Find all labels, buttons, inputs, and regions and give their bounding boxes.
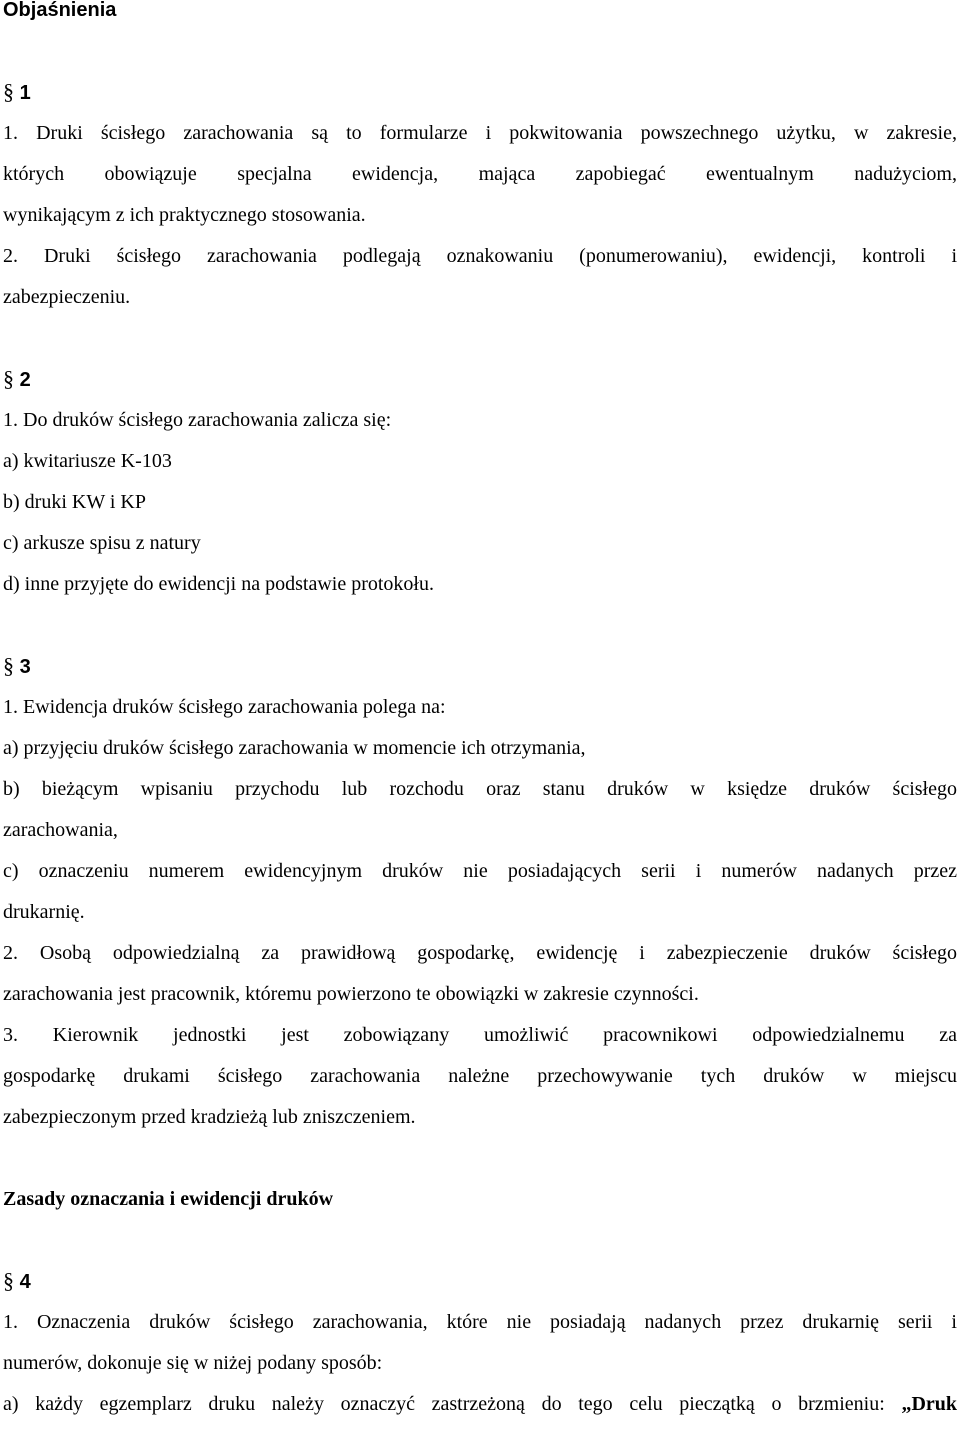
sec3-p2-line2: zarachowania jest pracownik, któremu powierzono te obowiązki w zakresie czynności. xyxy=(3,983,699,1005)
sec1-p1-line3: wynikającym z ich praktycznego stosowania. xyxy=(3,204,366,226)
sec2-item-b: b) druki KW i KP xyxy=(3,491,146,513)
sec2-line1: 1. Do druków ścisłego zarachowania zalicza się: xyxy=(3,409,392,431)
sec1-p2-line1: 2. Druki ścisłego zarachowania podlegają oznakowaniu (ponumerowaniu), ewidencji, kontroli i xyxy=(3,245,957,267)
sec3-p3-line2: gospodarkę drukami ścisłego zarachowania należne przechowywanie tych druków w miejscu xyxy=(3,1065,957,1087)
sec1-p1-line1: 1. Druki ścisłego zarachowania są to formularze i pokwitowania powszechnego użytku, w zakresie, xyxy=(3,122,957,144)
subheading: Zasady oznaczania i ewidencji druków xyxy=(3,1188,334,1210)
section-3-heading xyxy=(3,653,957,697)
sec4-line1: 1. Oznaczenia druków ścisłego zarachowania, które nie posiadają nadanych przez drukarnię serii i xyxy=(3,1311,957,1333)
sec2-item-d: d) inne przyjęte do ewidencji na podstawie protokołu. xyxy=(3,573,434,595)
sec3-item-b-line2: zarachowania, xyxy=(3,819,118,841)
sec2-item-a: a) kwitariusze K-103 xyxy=(3,450,172,472)
sec4-item-a-tail: „Druk xyxy=(901,1393,958,1415)
page-title: Objaśnienia xyxy=(3,0,117,21)
section-4-heading xyxy=(3,1268,957,1312)
sec3-item-c-line2: drukarnię. xyxy=(3,901,85,923)
section-number: 4 xyxy=(19,1271,31,1293)
section-symbol: § xyxy=(3,653,14,678)
section-symbol: § xyxy=(3,1268,14,1293)
section-symbol: § xyxy=(3,366,14,391)
section-number: 1 xyxy=(19,82,31,104)
sec4-item-a xyxy=(3,1394,957,1435)
sec3-item-a: a) przyjęciu druków ścisłego zarachowania w momencie ich otrzymania, xyxy=(3,737,586,759)
section-2-heading xyxy=(3,366,957,410)
sec3-item-b-line1: b) bieżącym wpisaniu przychodu lub rozchodu oraz stanu druków w księdze druków ścisłego xyxy=(3,778,957,800)
sec4-line2: numerów, dokonuje się w niżej podany sposób: xyxy=(3,1352,383,1374)
sec1-p2-line2: zabezpieczeniu. xyxy=(3,286,131,308)
section-number: 3 xyxy=(19,656,31,678)
section-1-heading xyxy=(3,79,957,123)
sec2-item-c: c) arkusze spisu z natury xyxy=(3,532,201,554)
sec3-p3-line3: zabezpieczonym przed kradzieżą lub zniszczeniem. xyxy=(3,1106,416,1128)
sec1-p1-line2: których obowiązuje specjalna ewidencja, mająca zapobiegać ewentualnym nadużyciom, xyxy=(3,163,957,185)
section-symbol: § xyxy=(3,79,14,104)
sec3-p2-line1: 2. Osobą odpowiedzialną za prawidłową gospodarkę, ewidencję i zabezpieczenie druków ścisłego xyxy=(3,942,957,964)
sec3-line1: 1. Ewidencja druków ścisłego zarachowania polega na: xyxy=(3,696,446,718)
sec3-p3-line1: 3. Kierownik jednostki jest zobowiązany umożliwić pracownikowi odpowiedzialnemu za xyxy=(3,1024,957,1046)
section-number: 2 xyxy=(19,369,31,391)
sec3-item-c-line1: c) oznaczeniu numerem ewidencyjnym druków nie posiadających serii i numerów nadanych przez xyxy=(3,860,957,882)
sec4-item-a-text: a) każdy egzemplarz druku należy oznaczyć zastrzeżoną do tego celu pieczątką o brzmieniu: xyxy=(3,1393,885,1415)
